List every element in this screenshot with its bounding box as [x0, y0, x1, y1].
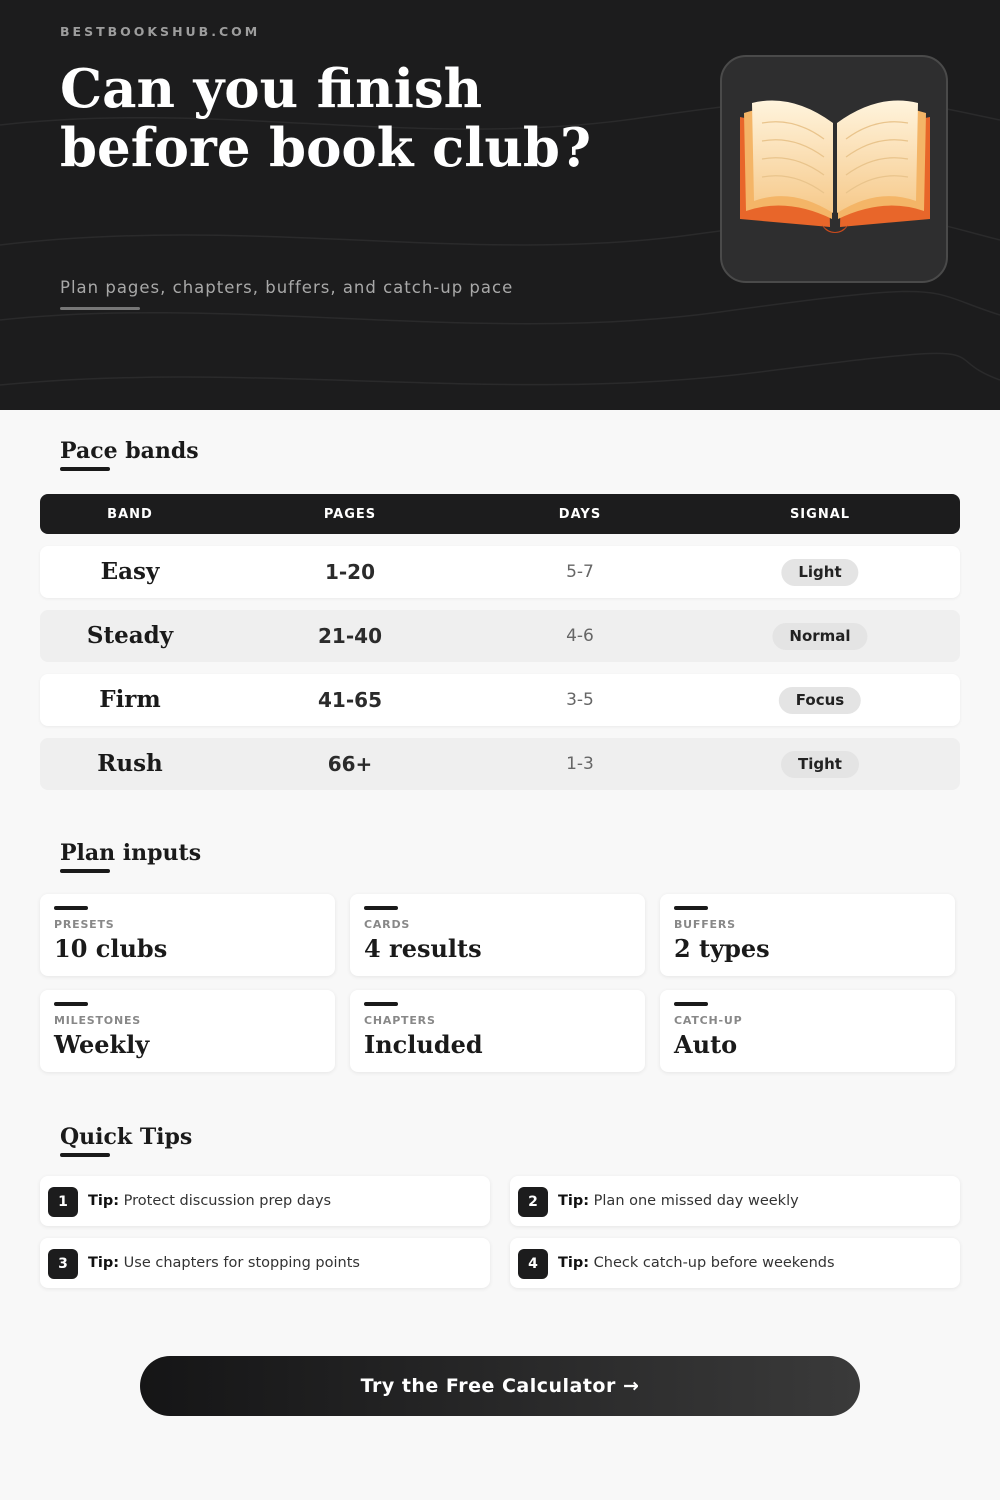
- column-header-signal: SIGNAL: [789, 507, 851, 522]
- signal-badge: Focus: [779, 687, 861, 714]
- tip-prefix: Tip:: [558, 1255, 590, 1271]
- card-accent-bar: [54, 1002, 88, 1006]
- input-card-catch-up: [660, 990, 955, 1072]
- card-label: MILESTONES: [54, 1014, 141, 1027]
- tip-card-4: [510, 1238, 960, 1288]
- card-value: Included: [364, 1030, 483, 1059]
- tip-text: [558, 1176, 799, 1226]
- tip-card-2: [510, 1176, 960, 1226]
- tip-number-badge: 1: [48, 1187, 78, 1217]
- tip-number-badge: 4: [518, 1249, 548, 1279]
- input-card-chapters: [350, 990, 645, 1072]
- days-range: 5-7: [566, 562, 594, 582]
- tip-body: Use chapters for stopping points: [123, 1255, 360, 1271]
- card-accent-bar: [364, 1002, 398, 1006]
- tip-text: [558, 1238, 835, 1288]
- page-subtitle: Plan pages, chapters, buffers, and catch-up pace: [60, 278, 514, 297]
- days-range: 3-5: [566, 690, 594, 710]
- pages-range: 1-20: [324, 560, 376, 584]
- app-icon-card: [720, 55, 948, 283]
- card-value: Auto: [674, 1030, 738, 1059]
- card-value: 2 types: [674, 934, 770, 963]
- tip-number-badge: 3: [48, 1249, 78, 1279]
- tip-text: [88, 1238, 360, 1288]
- tip-body: Plan one missed day weekly: [593, 1193, 799, 1209]
- days-range: 1-3: [566, 754, 594, 774]
- tip-text: [88, 1176, 331, 1226]
- card-value: 4 results: [364, 934, 482, 963]
- card-label: CARDS: [364, 918, 411, 931]
- pace-bands-heading-underline: [60, 467, 110, 471]
- tip-body: Check catch-up before weekends: [593, 1255, 835, 1271]
- input-card-presets: [40, 894, 335, 976]
- input-card-cards: [350, 894, 645, 976]
- quick-tips-heading-underline: [60, 1153, 110, 1157]
- card-label: CHAPTERS: [364, 1014, 436, 1027]
- column-header-days: DAYS: [558, 507, 602, 522]
- signal-badge: Light: [781, 559, 858, 586]
- tip-prefix: Tip:: [88, 1255, 120, 1271]
- signal-badge: Normal: [772, 623, 867, 650]
- band-name: Steady: [86, 622, 174, 649]
- card-label: BUFFERS: [674, 918, 736, 931]
- input-card-buffers: [660, 894, 955, 976]
- band-name: Easy: [100, 558, 160, 585]
- card-value: Weekly: [54, 1030, 150, 1059]
- plan-inputs-heading: Plan inputs: [60, 840, 202, 866]
- tip-body: Protect discussion prep days: [123, 1193, 332, 1209]
- days-range: 4-6: [566, 626, 594, 646]
- pace-bands-heading: Pace bands: [60, 438, 199, 464]
- band-name: Firm: [99, 686, 161, 713]
- table-row: [40, 546, 960, 598]
- pages-range: 66+: [327, 752, 373, 776]
- band-name: Rush: [97, 750, 163, 777]
- hero-banner: [0, 0, 1000, 410]
- pages-range: 41-65: [318, 688, 382, 712]
- tip-number-badge: 2: [518, 1187, 548, 1217]
- page-title: Can you finish before book club?: [60, 58, 592, 179]
- input-card-milestones: [40, 990, 335, 1072]
- card-accent-bar: [364, 906, 398, 910]
- card-accent-bar: [674, 1002, 708, 1006]
- card-label: CATCH-UP: [674, 1014, 743, 1027]
- tip-prefix: Tip:: [558, 1193, 590, 1209]
- signal-badge: Tight: [781, 751, 859, 778]
- table-row: [40, 738, 960, 790]
- card-accent-bar: [54, 906, 88, 910]
- tip-card-3: [40, 1238, 490, 1288]
- table-row: [40, 674, 960, 726]
- quick-tips-heading: Quick Tips: [60, 1124, 193, 1150]
- column-header-band: BAND: [107, 507, 153, 522]
- column-header-pages: PAGES: [323, 507, 377, 522]
- subtitle-underline: [60, 307, 140, 310]
- tip-prefix: Tip:: [88, 1193, 120, 1209]
- try-calculator-button[interactable]: Try the Free Calculator →: [140, 1356, 860, 1416]
- card-label: PRESETS: [54, 918, 115, 931]
- table-row: [40, 610, 960, 662]
- plan-inputs-heading-underline: [60, 869, 110, 873]
- tip-card-1: [40, 1176, 490, 1226]
- site-name: BESTBOOKSHUB.COM: [60, 24, 261, 39]
- pace-table-header: [40, 494, 960, 534]
- card-value: 10 clubs: [54, 934, 168, 963]
- pages-range: 21-40: [318, 624, 382, 648]
- card-accent-bar: [674, 906, 708, 910]
- open-book-icon: [732, 87, 938, 262]
